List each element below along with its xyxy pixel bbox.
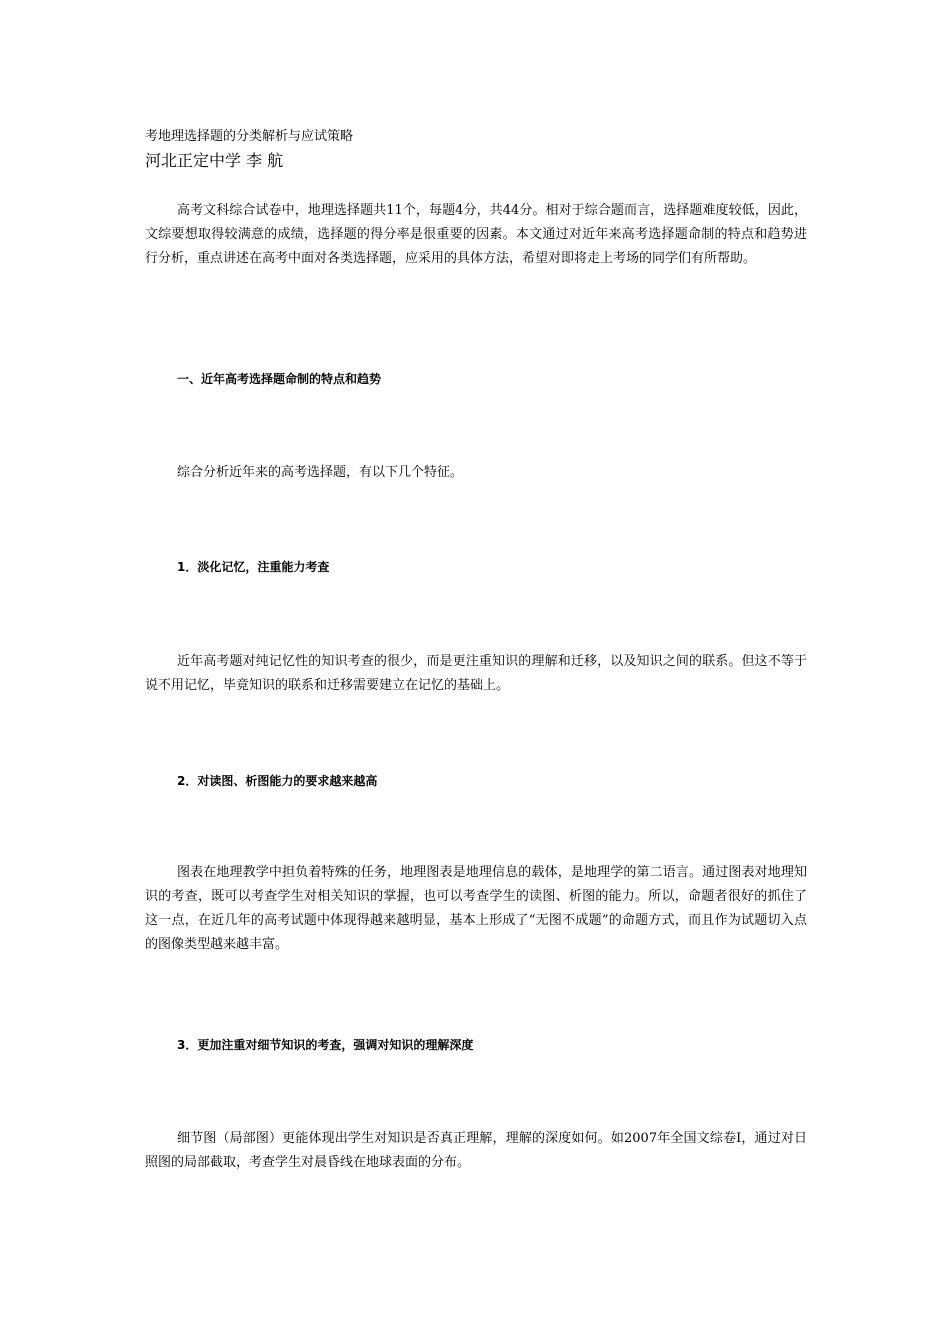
subheading-1: 1．淡化记忆，注重能力考查 <box>177 560 330 574</box>
paragraph-3: 细节图（局部图）更能体现出学生对知识是否真正理解，理解的深度如何。如2007年全国文综卷Ⅰ，通过对日照图的局部截取，考查学生对晨昏线在地球表面的分布。 <box>145 1131 807 1170</box>
section-heading-1: 一、近年高考选择题命制的特点和趋势 <box>177 372 382 386</box>
paragraph-2: 图表在地理教学中担负着特殊的任务，地理图表是地理信息的载体，是地理学的第二语言。通过图表对地理知识的考查，既可以考查学生对相关知识的掌握，也可以考查学生的读图、析图的能力。所以，命题者很好的抓住了这一点，在近几年的高考试题中体现得越来越明显，基本上形成了“无图不成题”的命题方式，而且作为试题切入点的图像类型越来越丰富。 <box>145 865 807 952</box>
subheading-2: 2．对读图、析图能力的要求越来越高 <box>177 774 378 788</box>
document-author: 河北正定中学 李 航 <box>145 151 284 170</box>
paragraph-1: 近年高考题对纯记忆性的知识考查的很少，而是更注重知识的理解和迁移，以及知识之间的联系。但这不等于说不用记忆，毕竟知识的联系和迁移需要建立在记忆的基础上。 <box>145 654 807 693</box>
summary-paragraph: 综合分析近年来的高考选择题，有以下几个特征。 <box>177 465 464 480</box>
document-title: 考地理选择题的分类解析与应试策略 <box>145 129 354 144</box>
intro-paragraph: 高考文科综合试卷中，地理选择题共11个，每题4分，共44分。相对于综合题而言，选择题难度较低，因此，文综要想取得较满意的成绩，选择题的得分率是很重要的因素。本文通过对近年来高考选择题命制的特点和趋势进行分析，重点讲述在高考中面对各类选择题，应采用的具体方法，希望对即将走上考场的同学们有所帮助。 <box>145 203 807 266</box>
subheading-3: 3．更加注重对细节知识的考查，强调对知识的理解深度 <box>177 1038 474 1052</box>
